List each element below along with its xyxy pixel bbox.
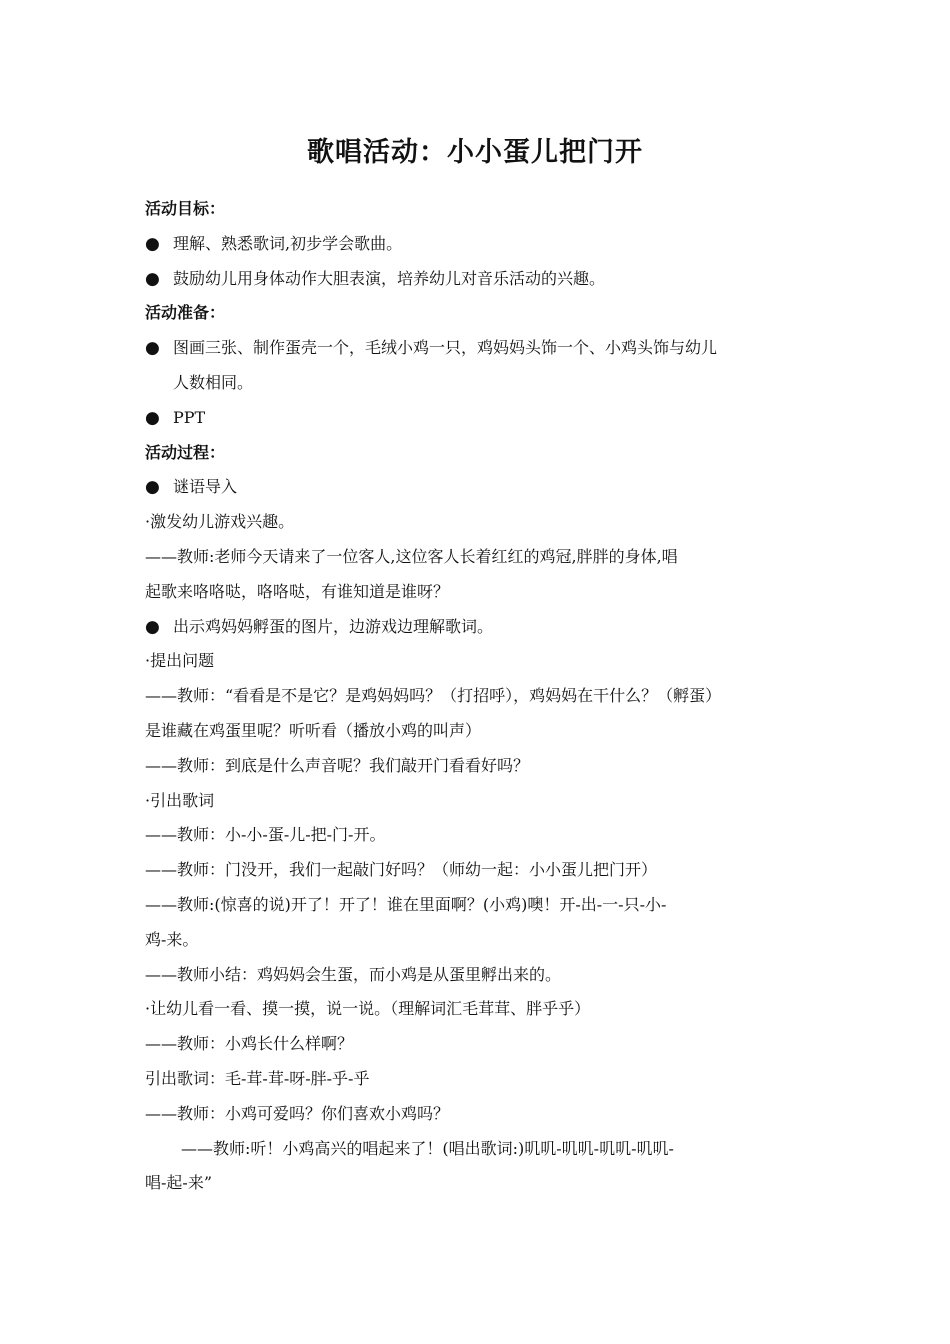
bullet-icon: ●: [145, 407, 160, 428]
prep-item-1: [145, 331, 810, 366]
goal-text: 鼓励幼儿用身体动作大胆表演，培养幼儿对音乐活动的兴趣。: [173, 268, 606, 288]
step-2-sub-3: ·让幼儿看一看、摸一摸，说一说。（理解词汇毛茸茸、胖乎乎）: [145, 999, 591, 1019]
bullet-icon: ●: [145, 616, 160, 637]
bullet-icon: ●: [145, 477, 160, 498]
bullet-icon: ●: [145, 338, 160, 359]
step-text: 出示鸡妈妈孵蛋的图片，边游戏边理解歌词。: [173, 616, 494, 636]
step-2-talk-2: ——教师：到底是什么声音呢？我们敲开门看看好吗？: [145, 755, 530, 775]
step-2-talk-5b: 鸡-来。: [145, 929, 199, 949]
step-2-talk-4: ——教师：门没开，我们一起敲门好吗？（师幼一起：小小蛋儿把门开）: [145, 860, 658, 880]
goal-text: 理解、熟悉歌词,初步学会歌曲。: [173, 233, 403, 253]
step-2-sub-1: ·提出问题: [145, 651, 215, 671]
step-text: 谜语导入: [173, 477, 238, 497]
step-2-talk-5a: ——教师:(惊喜的说)开了！开了！谁在里面啊？(小鸡)噢！开-出-一-只-小-: [145, 894, 667, 914]
prep-heading: 活动准备：: [145, 303, 226, 323]
bullet-icon: ●: [145, 233, 160, 254]
step-2-talk-7: ——教师：小鸡可爱吗？你们喜欢小鸡吗？: [145, 1103, 450, 1123]
step-2-talk-6: ——教师：小鸡长什么样啊？: [145, 1034, 354, 1054]
step-2-talk-3: ——教师：小-小-蛋-儿-把-门-开。: [145, 825, 386, 845]
step-1-talk-b: 起歌来咯咯哒，咯咯哒，有谁知道是谁呀？: [145, 581, 450, 601]
goals-heading: 活动目标：: [145, 199, 226, 218]
step-1: [145, 470, 810, 505]
step-2-talk-1b: 是谁藏在鸡蛋里呢？听听看（播放小鸡的叫声）: [145, 720, 482, 740]
prep-item-1-continued: 人数相同。: [173, 372, 254, 392]
goal-item-2: [145, 262, 810, 297]
step-1-talk-a: ——教师:老师今天请来了一位客人,这位客人长着红红的鸡冠,胖胖的身体,唱: [145, 546, 678, 566]
process-heading: 活动过程：: [145, 442, 226, 462]
step-2-talk-8a: ——教师:听！小鸡高兴的唱起来了！(唱出歌词:)叽叽-叽叽-叽叽-叽叽-: [181, 1138, 674, 1158]
prep-text: 图画三张、制作蛋壳一个，毛绒小鸡一只，鸡妈妈头饰一个、小鸡头饰与幼儿: [173, 338, 718, 358]
step-2-sub-2: ·引出歌词: [145, 790, 215, 810]
step-2-summary: ——教师小结：鸡妈妈会生蛋，而小鸡是从蛋里孵出来的。: [145, 964, 562, 984]
step-1-sub: ·激发幼儿游戏兴趣。: [145, 512, 295, 532]
prep-text: PPT: [173, 407, 206, 427]
step-2-talk-1a: ——教师：“看看是不是它？是鸡妈妈吗？（打招呼），鸡妈妈在干什么？（孵蛋）: [145, 686, 722, 706]
prep-item-2: [145, 401, 810, 436]
step-2-lyrics: 引出歌词：毛-茸-茸-呀-胖-乎-乎: [145, 1068, 370, 1088]
step-2-talk-8b: 唱-起-来”: [145, 1173, 212, 1193]
page-title: 歌唱活动：小小蛋儿把门开: [307, 137, 643, 168]
bullet-icon: ●: [145, 268, 160, 289]
goal-item-1: [145, 227, 810, 262]
document-body: [145, 192, 810, 1201]
step-2: [145, 610, 810, 645]
